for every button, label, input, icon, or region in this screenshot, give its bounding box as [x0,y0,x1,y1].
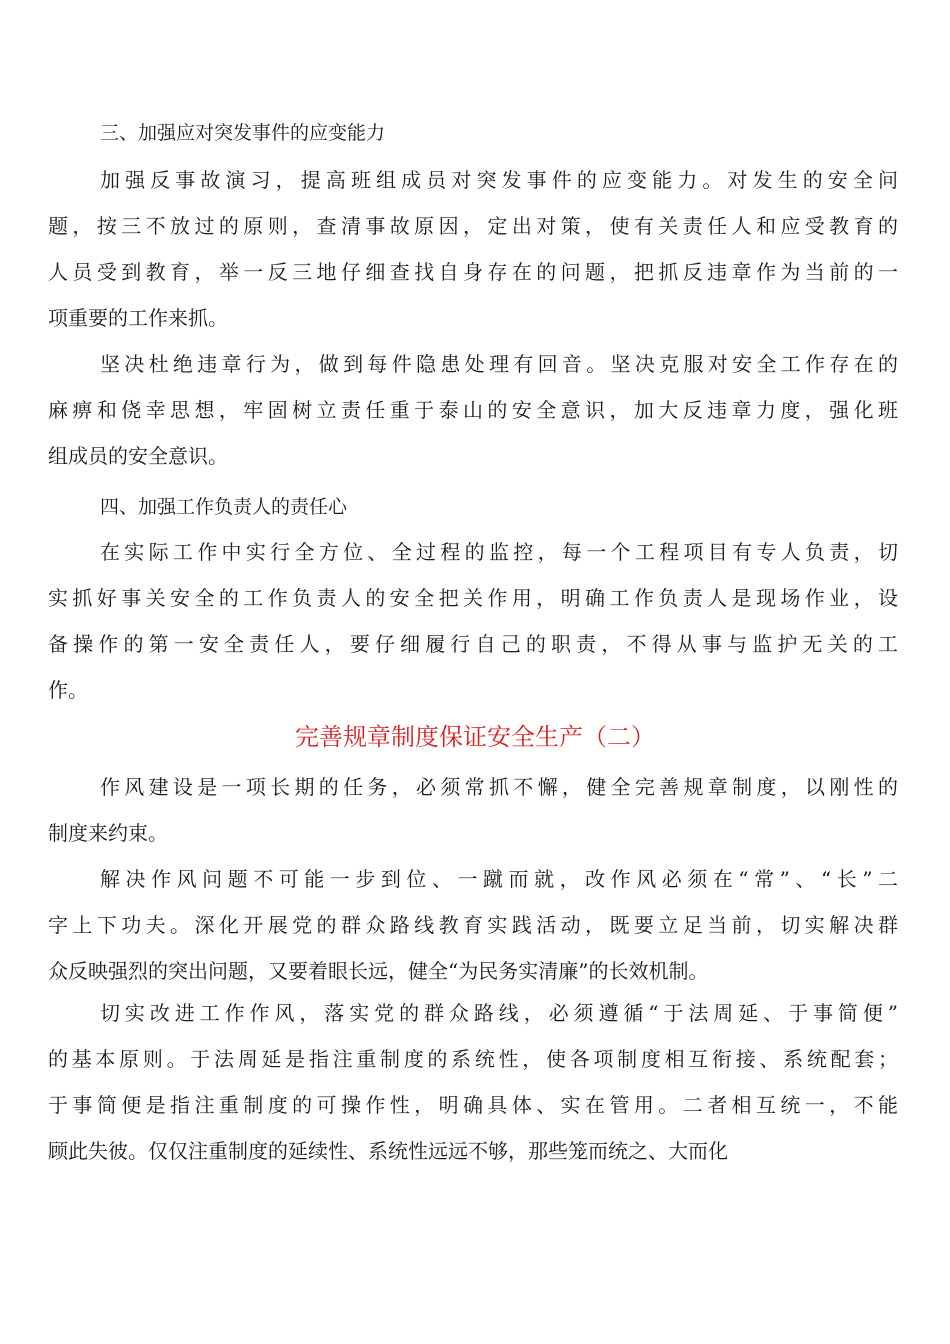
paragraph-basic-principles [48,990,898,1174]
paragraph-style-building [48,764,898,856]
paragraph-line: 备操作的第一安全责任人，要仔细履行自己的职责，不得从事与监护无关的工 [48,632,898,656]
paragraph-eliminate-violations [48,341,898,479]
paragraph-line: 作。 [48,678,88,702]
paragraph-line: 的基本原则。于法周延是指注重制度的系统性，使各项制度相互衔接、系统配套； [48,1047,898,1071]
paragraph-line: 在实际工作中实行全方位、全过程的监控，每一个工程项目有专人负责，切 [100,540,898,564]
paragraph-line: 加强反事故演习，提高班组成员对突发事件的应变能力。对发生的安全问 [100,168,898,192]
paragraph-line: 解决作风问题不可能一步到位、一蹴而就，改作风必须在“常”、“长”二 [100,867,898,891]
paragraph-line: 组成员的安全意识。 [48,444,228,468]
paragraph-line: 题，按三不放过的原则，查清事故原因，定出对策，使有关责任人和应受教育的 [48,214,898,238]
paragraph-line: 人员受到教育，举一反三地仔细查找自身存在的问题，把抓反违章作为当前的一 [48,260,898,284]
paragraph-line: 坚决杜绝违章行为，做到每件隐患处理有回音。坚决克服对安全工作存在的 [100,352,898,376]
section-heading-4: 四、加强工作负责人的责任心 [100,496,348,518]
paragraph-full-monitoring [48,529,898,713]
paragraph-line: 制度来约束。 [48,821,168,845]
paragraph-line: 作风建设是一项长期的任务，必须常抓不懈，健全完善规章制度，以刚性的 [100,775,898,799]
paragraph-line: 麻痹和侥幸思想，牢固树立责任重于泰山的安全意识，加大反违章力度，强化班 [48,398,898,422]
section-heading-3: 三、加强应对突发事件的应变能力 [100,122,386,144]
paragraph-line: 字上下功夫。深化开展党的群众路线教育实践活动，既要立足当前，切实解决群 [48,913,898,937]
paragraph-line: 实抓好事关安全的工作负责人的安全把关作用，明确工作负责人是现场作业，设 [48,586,898,610]
paragraph-line: 顾此失彼。仅仅注重制度的延续性、系统性远远不够，那些笼而统之、大而化 [48,1139,728,1163]
paragraph-long-term-mechanism [48,856,898,994]
paragraph-line: 于事简便是指注重制度的可操作性，明确具体、实在管用。二者相互统一，不能 [48,1093,898,1117]
paragraph-line: 切实改进工作作风，落实党的群众路线，必须遵循“于法周延、于事简便” [100,1001,898,1025]
paragraph-line: 项重要的工作来抓。 [48,306,228,330]
paragraph-emergency-drills [48,157,898,341]
paragraph-line: 众反映强烈的突出问题，又要着眼长远，健全“为民务实清廉”的长效机制。 [48,959,709,983]
article-title: 完善规章制度保证安全生产（二） [295,723,655,751]
